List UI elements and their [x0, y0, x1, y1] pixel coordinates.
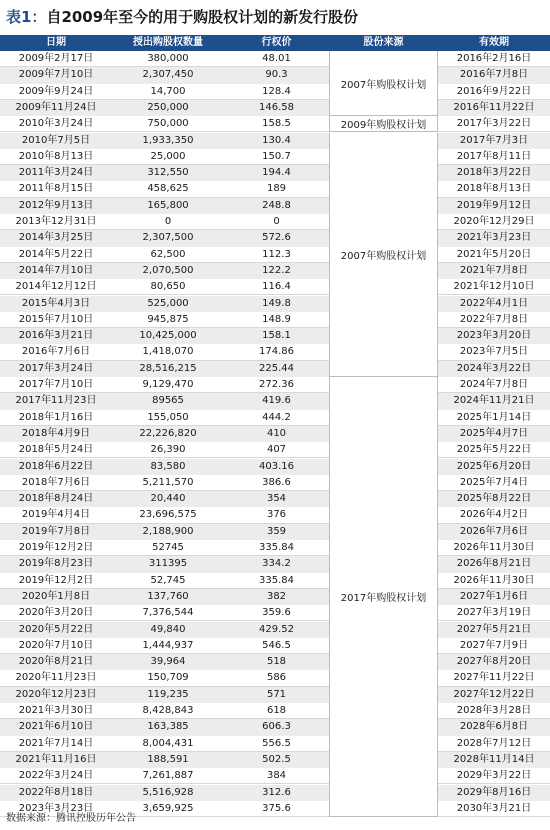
validity-cell: 2026年8月21日 — [456, 558, 532, 570]
price-cell: 429.52 — [259, 623, 294, 635]
date-cell: 2019年12月2日 — [18, 574, 94, 586]
table-row — [0, 296, 550, 312]
options-cell: 39,964 — [150, 656, 186, 668]
options-cell: 945,875 — [147, 313, 189, 325]
price-cell: 335.84 — [259, 574, 294, 586]
date-cell: 2020年5月22日 — [18, 623, 94, 635]
table-row — [0, 687, 550, 703]
validity-cell: 2021年12月10日 — [453, 281, 535, 293]
validity-cell: 2024年11月21日 — [453, 395, 535, 407]
date-cell: 2020年8月21日 — [18, 656, 94, 668]
options-cell: 250,000 — [147, 101, 189, 113]
price-cell: 128.4 — [262, 85, 291, 97]
date-cell: 2017年3月24日 — [18, 362, 94, 374]
table-row — [0, 475, 550, 491]
price-cell: 174.86 — [259, 346, 294, 358]
table-row — [0, 736, 550, 752]
options-cell: 49,840 — [150, 623, 186, 635]
data-source-note: 数据来源：腾讯控股历年公告 — [6, 813, 136, 824]
price-cell: 359 — [266, 525, 287, 537]
date-cell: 2023年3月23日 — [18, 802, 94, 814]
validity-cell: 2026年11月30日 — [453, 542, 535, 553]
validity-cell: 2027年8月20日 — [456, 656, 532, 668]
options-cell: 525,000 — [147, 297, 189, 309]
options-cell: 2,307,450 — [142, 69, 194, 81]
options-cell: 80,650 — [150, 281, 186, 293]
date-cell: 2022年3月24日 — [18, 770, 94, 782]
table-row — [0, 719, 550, 735]
date-cell: 2020年11月23日 — [15, 672, 97, 684]
price-cell: 386.6 — [262, 476, 291, 488]
table-row — [0, 556, 550, 572]
options-cell: 163,385 — [147, 721, 189, 733]
validity-cell: 2023年3月20日 — [456, 330, 532, 342]
table-row — [0, 703, 550, 719]
share-source-cell: 2007年购股权计划 — [329, 51, 438, 116]
date-cell: 2018年1月16日 — [18, 411, 94, 423]
table-row — [0, 67, 550, 83]
header-exercise-price: 行权价 — [261, 37, 292, 48]
date-cell: 2018年4月9日 — [21, 427, 91, 439]
price-cell: 112.3 — [262, 248, 291, 260]
options-cell: 137,760 — [147, 590, 189, 602]
options-cell: 2,307,500 — [142, 232, 194, 244]
price-cell: 90.3 — [265, 69, 288, 81]
table-row — [0, 768, 550, 784]
options-cell: 8,428,843 — [142, 705, 194, 716]
options-cell: 20,440 — [150, 493, 186, 505]
date-cell: 2020年1月8日 — [21, 590, 91, 602]
date-cell: 2018年6月22日 — [18, 460, 94, 472]
validity-cell: 2021年3月23日 — [456, 232, 532, 244]
validity-cell: 2026年4月2日 — [459, 509, 529, 521]
validity-cell: 2024年7月8日 — [459, 379, 529, 390]
options-cell: 5,516,928 — [142, 786, 194, 798]
table-row — [0, 605, 550, 621]
table-row — [0, 426, 550, 442]
price-cell: 130.4 — [262, 134, 291, 146]
validity-cell: 2019年9月12日 — [456, 199, 532, 211]
header-validity: 有效期 — [479, 37, 509, 48]
options-cell: 89565 — [152, 395, 184, 407]
date-cell: 2017年11月23日 — [15, 395, 97, 407]
table-row — [0, 230, 550, 246]
table-row — [0, 361, 550, 377]
table-row — [0, 459, 550, 475]
options-cell: 23,696,575 — [139, 509, 197, 521]
table-row — [0, 589, 550, 605]
date-cell: 2009年11月24日 — [15, 101, 97, 113]
validity-cell: 2028年6月8日 — [459, 721, 529, 733]
date-cell: 2018年5月24日 — [18, 444, 94, 456]
validity-cell: 2029年8月16日 — [456, 786, 532, 798]
table-row — [0, 638, 550, 654]
options-cell: 62,500 — [150, 248, 186, 260]
table-caption: 自2009年至今的用于购股权计划的新发行股份 — [46, 8, 359, 26]
validity-cell: 2016年7月8日 — [459, 69, 529, 81]
share-source-cell: 2017年购股权计划 — [329, 377, 438, 817]
options-cell: 2,188,900 — [142, 525, 194, 537]
options-cell: 458,625 — [147, 183, 189, 195]
options-cell: 10,425,000 — [139, 330, 197, 342]
price-cell: 359.6 — [262, 607, 291, 619]
date-cell: 2016年3月21日 — [18, 330, 94, 342]
date-cell: 2014年7月10日 — [18, 264, 94, 276]
date-cell: 2020年12月23日 — [15, 688, 97, 700]
options-cell: 0 — [164, 216, 172, 227]
price-cell: 194.4 — [262, 167, 291, 179]
options-cell: 1,418,070 — [142, 346, 194, 358]
price-cell: 403.16 — [259, 460, 294, 472]
table-row — [0, 573, 550, 589]
price-cell: 189 — [266, 183, 287, 195]
validity-cell: 2023年7月5日 — [459, 346, 529, 358]
table-row — [0, 51, 550, 67]
validity-cell: 2025年8月22日 — [456, 493, 532, 505]
validity-cell: 2025年5月22日 — [456, 444, 532, 456]
options-cell: 119,235 — [147, 688, 189, 700]
options-cell: 155,050 — [147, 411, 189, 423]
date-cell: 2020年7月10日 — [18, 639, 94, 651]
options-cell: 25,000 — [150, 150, 186, 162]
options-cell: 750,000 — [147, 118, 189, 130]
options-cell: 5,211,570 — [142, 476, 194, 488]
table-row — [0, 149, 550, 165]
validity-cell: 2017年3月22日 — [456, 118, 532, 130]
price-cell: 146.58 — [259, 101, 294, 113]
table-row — [0, 622, 550, 638]
options-cell: 1,444,937 — [142, 639, 194, 651]
date-cell: 2018年7月6日 — [21, 476, 91, 488]
price-cell: 618 — [266, 705, 287, 716]
price-cell: 518 — [266, 656, 287, 668]
date-cell: 2010年7月5日 — [21, 134, 91, 146]
validity-cell: 2020年12月29日 — [453, 216, 535, 227]
table-row — [0, 263, 550, 279]
validity-cell: 2022年7月8日 — [459, 313, 529, 325]
table-row — [0, 654, 550, 670]
validity-cell: 2025年4月7日 — [459, 427, 529, 439]
date-cell: 2010年8月13日 — [18, 150, 94, 162]
price-cell: 335.84 — [259, 542, 294, 553]
date-cell: 2013年12月31日 — [15, 216, 97, 227]
validity-cell: 2028年3月28日 — [456, 705, 532, 716]
date-cell: 2021年3月30日 — [18, 705, 94, 716]
validity-cell: 2028年11月14日 — [453, 753, 535, 765]
table-row — [0, 393, 550, 409]
table-row — [0, 524, 550, 540]
price-cell: 384 — [266, 770, 287, 782]
price-cell: 248.8 — [262, 199, 291, 211]
date-cell: 2012年9月13日 — [18, 199, 94, 211]
price-cell: 586 — [266, 672, 287, 684]
options-cell: 22,226,820 — [139, 427, 197, 439]
options-cell: 165,800 — [147, 199, 189, 211]
validity-cell: 2026年7月6日 — [459, 525, 529, 537]
price-cell: 354 — [266, 493, 287, 505]
validity-cell: 2027年3月19日 — [456, 607, 532, 619]
date-cell: 2019年8月23日 — [18, 558, 94, 570]
options-cell: 1,933,350 — [142, 134, 194, 146]
price-cell: 546.5 — [262, 639, 291, 651]
options-cell: 2,070,500 — [142, 264, 194, 276]
options-cell: 8,004,431 — [142, 737, 194, 749]
price-cell: 149.8 — [262, 297, 291, 309]
table-row — [0, 133, 550, 149]
price-cell: 375.6 — [262, 802, 291, 814]
table-row — [0, 181, 550, 197]
share-source-cell: 2007年购股权计划 — [329, 133, 438, 378]
validity-cell: 2030年3月21日 — [456, 802, 532, 814]
options-cell: 9,129,470 — [142, 379, 194, 390]
price-cell: 410 — [266, 427, 287, 439]
options-cell: 52745 — [152, 542, 184, 553]
price-cell: 158.5 — [262, 118, 291, 130]
date-cell: 2011年8月15日 — [18, 183, 94, 195]
date-cell: 2014年5月22日 — [18, 248, 94, 260]
validity-cell: 2029年3月22日 — [456, 770, 532, 782]
validity-cell: 2028年7月12日 — [456, 737, 532, 749]
date-cell: 2011年3月24日 — [18, 167, 94, 179]
validity-cell: 2027年1月6日 — [459, 590, 529, 602]
table-number: 表1： — [6, 8, 47, 26]
options-cell: 26,390 — [150, 444, 186, 456]
validity-cell: 2025年1月14日 — [456, 411, 532, 423]
date-cell: 2019年4月4日 — [21, 509, 91, 521]
validity-cell: 2017年8月11日 — [456, 150, 532, 162]
date-cell: 2015年7月10日 — [18, 313, 94, 325]
date-cell: 2016年7月6日 — [21, 346, 91, 358]
table-row — [0, 507, 550, 523]
price-cell: 150.7 — [262, 150, 291, 162]
table-row — [0, 84, 550, 100]
table-row — [0, 785, 550, 801]
options-cell: 188,591 — [147, 753, 189, 765]
table-row — [0, 540, 550, 556]
options-cell: 28,516,215 — [139, 362, 197, 374]
table-row — [0, 344, 550, 360]
price-cell: 419.6 — [262, 395, 291, 407]
validity-cell: 2018年3月22日 — [456, 167, 532, 179]
table-row — [0, 328, 550, 344]
price-cell: 407 — [266, 444, 287, 456]
price-cell: 572.6 — [262, 232, 291, 244]
table-row — [0, 491, 550, 507]
validity-cell: 2025年7月4日 — [459, 476, 529, 488]
validity-cell: 2021年5月20日 — [456, 248, 532, 260]
table-row — [0, 100, 550, 116]
price-cell: 0 — [273, 216, 280, 227]
header-options-granted: 授出购股权数量 — [133, 37, 203, 48]
price-cell: 272.36 — [259, 379, 294, 390]
table-row — [0, 279, 550, 295]
table-row — [0, 198, 550, 214]
share-source-cell: 2009年购股权计划 — [329, 116, 438, 132]
price-cell: 158.1 — [262, 330, 291, 342]
validity-cell: 2016年11月22日 — [453, 101, 535, 113]
date-cell: 2019年7月8日 — [21, 525, 91, 537]
date-cell: 2010年3月24日 — [18, 118, 94, 130]
date-cell: 2021年7月14日 — [18, 737, 94, 749]
date-cell: 2009年7月10日 — [18, 69, 94, 81]
date-cell: 2022年8月18日 — [18, 786, 94, 798]
options-cell: 83,580 — [150, 460, 186, 472]
validity-cell: 2026年11月30日 — [453, 574, 535, 586]
price-cell: 225.44 — [259, 362, 294, 374]
date-cell: 2019年12月2日 — [18, 542, 94, 553]
options-cell: 380,000 — [147, 53, 189, 64]
validity-cell: 2018年8月13日 — [456, 183, 532, 195]
date-cell: 2009年2月17日 — [18, 53, 94, 64]
validity-cell: 2025年6月20日 — [456, 460, 532, 472]
date-cell: 2015年4月3日 — [21, 297, 91, 309]
validity-cell: 2016年2月16日 — [456, 53, 532, 64]
validity-cell: 2017年7月3日 — [459, 134, 529, 146]
price-cell: 444.2 — [262, 411, 291, 423]
table-header — [0, 35, 550, 51]
date-cell: 2014年12月12日 — [15, 281, 97, 293]
date-cell: 2018年8月24日 — [18, 493, 94, 505]
options-cell: 312,550 — [147, 167, 189, 179]
table-row — [0, 116, 550, 132]
share-option-table — [0, 35, 550, 814]
table-row — [0, 377, 550, 393]
options-cell: 311395 — [148, 558, 188, 570]
options-cell: 14,700 — [150, 85, 186, 97]
price-cell: 571 — [266, 688, 287, 700]
table-row — [0, 312, 550, 328]
price-cell: 312.6 — [262, 786, 291, 798]
options-cell: 52,745 — [150, 574, 186, 586]
options-cell: 3,659,925 — [142, 802, 194, 814]
price-cell: 606.3 — [262, 721, 291, 733]
header-share-source: 股份来源 — [363, 37, 404, 48]
date-cell: 2014年3月25日 — [18, 232, 94, 244]
table-row — [0, 410, 550, 426]
options-cell: 150,709 — [147, 672, 189, 684]
table-row — [0, 442, 550, 458]
date-cell: 2021年11月16日 — [15, 753, 97, 765]
price-cell: 556.5 — [262, 737, 291, 749]
table-row — [0, 670, 550, 686]
validity-cell: 2016年9月22日 — [456, 85, 532, 97]
date-cell: 2009年9月24日 — [18, 85, 94, 97]
validity-cell: 2027年11月22日 — [453, 672, 535, 684]
price-cell: 48.01 — [262, 53, 291, 64]
validity-cell: 2022年4月1日 — [459, 297, 529, 309]
price-cell: 122.2 — [262, 264, 291, 276]
validity-cell: 2027年5月21日 — [456, 623, 532, 635]
table-row — [0, 214, 550, 230]
price-cell: 334.2 — [262, 558, 291, 570]
table-row — [0, 247, 550, 263]
price-cell: 148.9 — [262, 313, 291, 325]
price-cell: 382 — [266, 590, 287, 602]
date-cell: 2017年7月10日 — [18, 379, 94, 390]
header-date: 日期 — [46, 37, 66, 48]
validity-cell: 2027年7月9日 — [459, 639, 529, 651]
options-cell: 7,261,887 — [142, 770, 194, 782]
table-row — [0, 165, 550, 181]
validity-cell: 2024年3月22日 — [456, 362, 532, 374]
price-cell: 502.5 — [262, 753, 291, 765]
price-cell: 116.4 — [262, 281, 291, 293]
table-title — [6, 6, 358, 28]
validity-cell: 2021年7月8日 — [459, 264, 529, 276]
table-row — [0, 752, 550, 768]
validity-cell: 2027年12月22日 — [453, 688, 535, 700]
price-cell: 376 — [266, 509, 287, 521]
date-cell: 2020年3月20日 — [18, 607, 94, 619]
options-cell: 7,376,544 — [142, 607, 194, 619]
date-cell: 2021年6月10日 — [18, 721, 94, 733]
